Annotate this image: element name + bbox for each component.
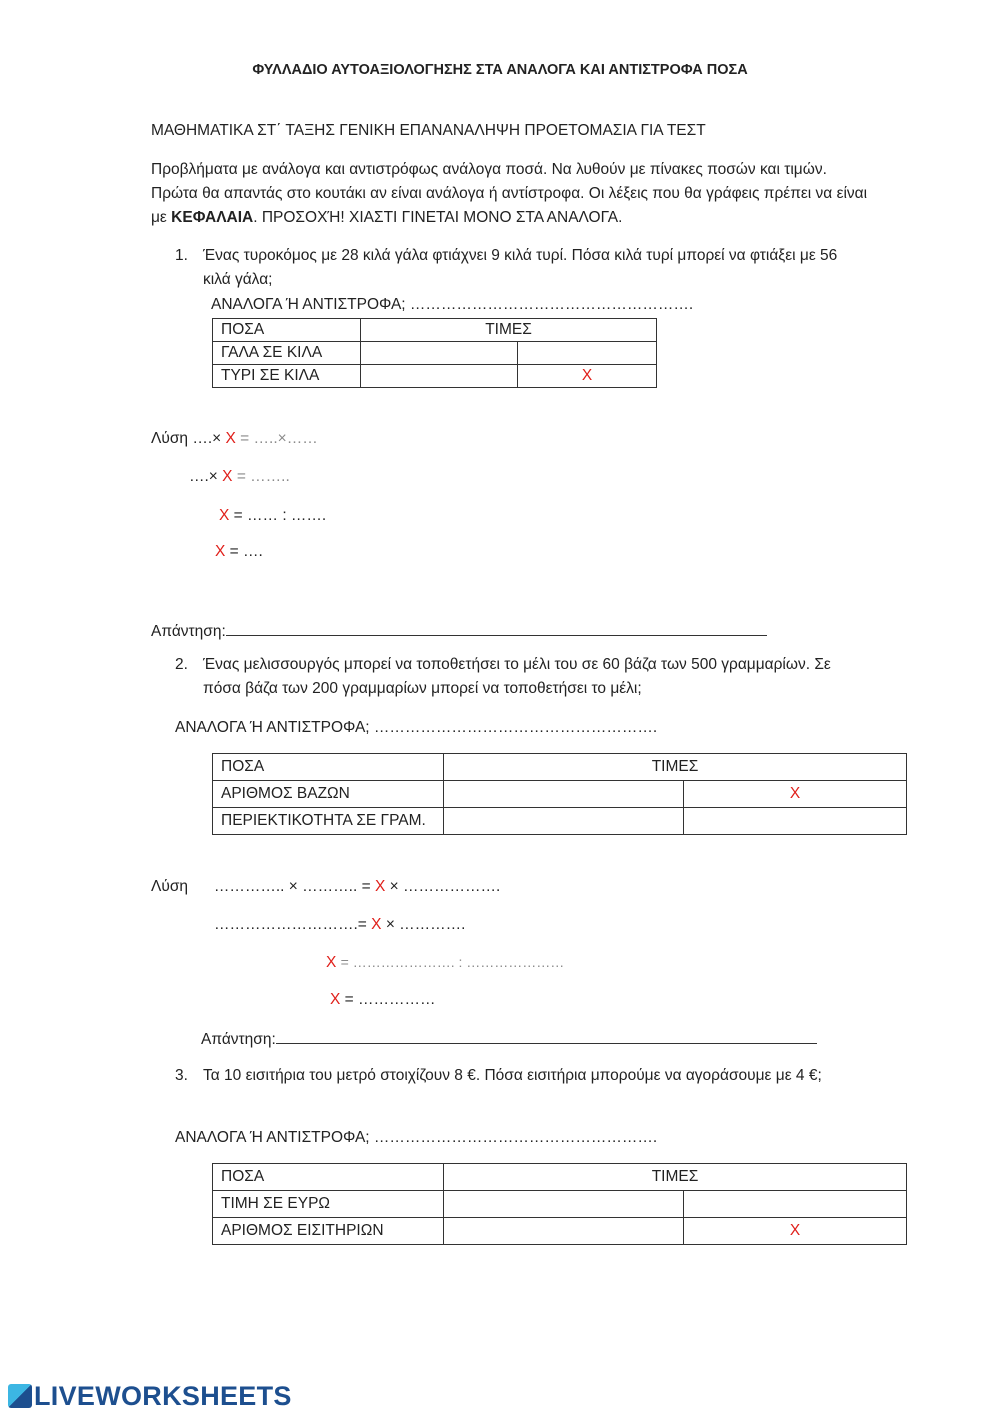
table-row — [213, 1218, 907, 1245]
q1-l3-x: Χ — [219, 507, 230, 524]
q2-l4-part[interactable]: = …………… — [344, 991, 436, 1008]
q3-row2-label: ΑΡΙΘΜΟΣ ΕΙΣΙΤΗΡΙΩΝ — [213, 1218, 444, 1245]
table-row — [213, 365, 657, 388]
q2-cell-input[interactable] — [444, 781, 684, 808]
q1-text: Ένας τυροκόμος με 28 κιλά γάλα φτιάχνει 9 κιλά τυρί. Πόσα κιλά τυρί μπορεί να φτιάξει με 56 κιλά γάλα; — [203, 247, 838, 288]
q2-number: 2. — [175, 656, 188, 673]
q1-l1-x: Χ — [225, 430, 236, 447]
liveworksheets-logo-icon — [8, 1384, 32, 1408]
q1-l1-part[interactable]: ….× — [192, 430, 222, 447]
q1-solution-line-2 — [189, 468, 290, 486]
subtitle: ΜΑΘΗΜΑΤΙΚΑ ΣΤ΄ ΤΑΞΗΣ ΓΕΝΙΚΗ ΕΠΑΝΑΝΑΛΗΨΗ ΠΡΟΕΤΟΜΑΣΙΑ ΓΙΑ ΤΕΣΤ — [151, 122, 706, 139]
q2-l1-part[interactable]: × ………………. — [389, 878, 501, 895]
q3-col-times: ΤΙΜΕΣ — [444, 1164, 907, 1191]
q2-l2-part[interactable]: × …………. — [385, 916, 466, 933]
table-row — [213, 319, 657, 342]
page-title: ΦΥΛΛΑΔΙΟ ΑΥΤΟΑΞΙΟΛΟΓΗΣΗΣ ΣΤΑ ΑΝΑΛΟΓΑ ΚΑΙ ΑΝΤΙΣΤΡΟΦΑ ΠΟΣΑ — [252, 62, 748, 78]
q2-row1-label: ΑΡΙΘΜΟΣ ΒΑΖΩΝ — [213, 781, 444, 808]
q1-row1-label: ΓΑΛΑ ΣΕ ΚΙΛΑ — [213, 342, 361, 365]
q2-l2-part[interactable]: ……………………….= — [214, 916, 367, 933]
q2-cell-input[interactable] — [684, 808, 907, 835]
q1-solution-line-3 — [219, 507, 326, 525]
q2-l1-part[interactable]: ………….. × ……….. = — [213, 878, 371, 895]
q1-l2-x: Χ — [222, 468, 233, 485]
q1-solution-line-1 — [151, 430, 318, 448]
q2-text: Ένας μελισσουργός μπορεί να τοποθετήσει το μέλι του σε 60 βάζα των 500 γραμμαρίων. Σε πόσα βάζα των 200 γραμμαρίων μπορεί να τοποθετήσει το μέλι; — [203, 656, 831, 697]
q1-solution-line-4 — [215, 543, 263, 561]
q2-l1-x: Χ — [374, 878, 386, 895]
q1-col-posa: ΠΟΣΑ — [213, 319, 361, 342]
q1-type-prompt[interactable]: ΑΝΑΛΟΓΑ Ή ΑΝΤΙΣΤΡΟΦΑ; ………………………………………………. — [211, 296, 694, 313]
q2-answer — [201, 1028, 817, 1049]
q1-row2-label: ΤΥΡΙ ΣΕ ΚΙΛΑ — [213, 365, 361, 388]
q3-table — [212, 1163, 907, 1245]
q2-l4-x: Χ — [330, 991, 341, 1008]
q1-number: 1. — [175, 247, 188, 264]
q1-answer-label: Απάντηση: — [151, 623, 226, 640]
q3-text: Τα 10 εισιτήρια του μετρό στοιχίζουν 8 €. Πόσα εισιτήρια μπορούμε να αγοράσουμε με 4 €; — [203, 1067, 822, 1084]
q1-answer — [151, 620, 767, 641]
q2-l2-x: Χ — [371, 916, 382, 933]
table-row — [213, 808, 907, 835]
q2-col-times: ΤΙΜΕΣ — [444, 754, 907, 781]
liveworksheets-logo[interactable] — [8, 1381, 292, 1412]
table-row — [213, 754, 907, 781]
q2-solution-line-4 — [330, 991, 436, 1009]
q3-row1-label: ΤΙΜΗ ΣΕ ΕΥΡΩ — [213, 1191, 444, 1218]
liveworksheets-logo-text: LIVEWORKSHEETS — [34, 1381, 292, 1411]
q1-solution-label: Λύση — [151, 430, 189, 447]
q3-col-posa: ΠΟΣΑ — [213, 1164, 444, 1191]
q3-cell-input[interactable] — [444, 1218, 684, 1245]
q2-table — [212, 753, 907, 835]
q2-solution-line-1 — [151, 878, 500, 896]
q1-l4-x: Χ — [215, 543, 226, 560]
q1-unknown-x: Χ — [518, 365, 657, 388]
q1-l2-part[interactable]: = …….. — [236, 468, 290, 485]
q1-cell-input[interactable] — [518, 342, 657, 365]
q2-unknown-x: Χ — [684, 781, 907, 808]
q2-cell-input[interactable] — [444, 808, 684, 835]
q3-number: 3. — [175, 1067, 188, 1084]
q3-type-prompt[interactable]: ΑΝΑΛΟΓΑ Ή ΑΝΤΙΣΤΡΟΦΑ; ………………………………………………. — [175, 1129, 658, 1146]
q1-col-times: ΤΙΜΕΣ — [361, 319, 657, 342]
q2-l3-x: Χ — [326, 954, 337, 971]
q2-col-posa: ΠΟΣΑ — [213, 754, 444, 781]
q2-l3-part[interactable]: = …………………. : ………………… — [340, 954, 565, 970]
instructions-text-1: Προβλήματα με ανάλογα και αντιστρόφως ανάλογα ποσά. Να λυθούν με πίνακες ποσών και τιμών. Πρώτα θα απαντάς στο κουτάκι αν είναι ανάλογα ή αντίστροφα. Οι λέξεις που θα γράφεις πρέπει να είναι με — [151, 161, 868, 226]
q2-row2-label: ΠΕΡΙΕΚΤΙΚΟΤΗΤΑ ΣΕ ΓΡΑΜ. — [213, 808, 444, 835]
q1-cell-input[interactable] — [361, 365, 518, 388]
table-row — [213, 342, 657, 365]
q1-l2-part[interactable]: ….× — [189, 468, 218, 485]
q1-l4-part[interactable]: = …. — [229, 543, 263, 560]
instructions — [151, 158, 871, 230]
q2-type-prompt[interactable]: ΑΝΑΛΟΓΑ Ή ΑΝΤΙΣΤΡΟΦΑ; ………………………………………………. — [175, 719, 658, 736]
instructions-bold: ΚΕΦΑΛΑΙΑ — [171, 209, 254, 226]
q1-cell-input[interactable] — [361, 342, 518, 365]
table-row — [213, 781, 907, 808]
q1-table — [212, 318, 657, 388]
instructions-text-2: . ΠΡΟΣΟΧΉ! ΧΙΑΣΤΙ ΓΙΝΕΤΑΙ ΜΟΝΟ ΣΤΑ ΑΝΑΛΟΓΑ. — [253, 209, 623, 226]
q1-answer-line[interactable] — [226, 620, 767, 636]
q1-l1-part[interactable]: = …..×…… — [240, 430, 318, 447]
q3-unknown-x: Χ — [684, 1218, 907, 1245]
q2-answer-label: Απάντηση: — [201, 1031, 276, 1048]
table-row — [213, 1164, 907, 1191]
q1-l3-part[interactable]: = …… : ……. — [233, 507, 327, 524]
q2-solution-line-3 — [326, 954, 564, 972]
q3-cell-input[interactable] — [444, 1191, 684, 1218]
q3-cell-input[interactable] — [684, 1191, 907, 1218]
q2-solution-line-2 — [214, 916, 466, 934]
q2-solution-label: Λύση — [151, 878, 189, 895]
q2-answer-line[interactable] — [276, 1028, 817, 1044]
table-row — [213, 1191, 907, 1218]
